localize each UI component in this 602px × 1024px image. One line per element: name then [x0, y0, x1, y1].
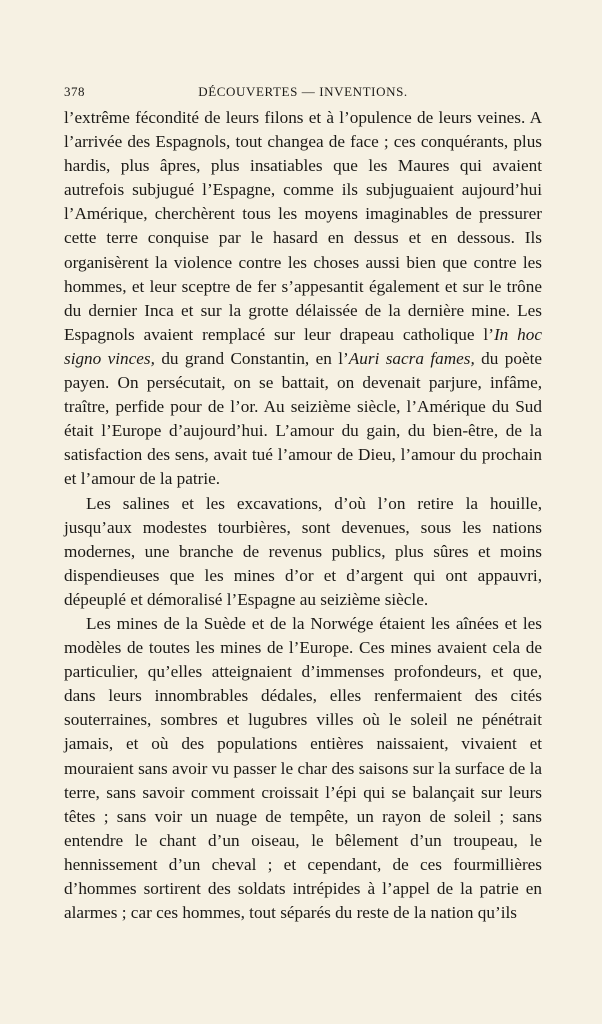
body-text — [64, 106, 542, 925]
paragraph-3: Les mines de la Suède et de la Norwége étaient les aînées et les modèles de toutes les mines de l’Europe. Ces mines avaient cela de particulier, qu’elles atteignaient d’immenses profondeurs, et que, dans leurs innombrables dédales, elles renfermaient des cités souterraines, sombres et lugubres villes où le soleil ne pénétrait jamais, et où des populations entières naissaient, vivaient et mouraient sans avoir vu passer le char des saisons sur la surface de la terre, sans savoir comment croissait l’épi qui se balançait sur leurs têtes ; sans voir un nuage de tempête, un rayon de soleil ; sans entendre le chant d’un oiseau, le bêlement d’un troupeau, le hennissement d’un cheval ; et cependant, de ces fourmillières d’hommes sortirent des soldats intrépides à l’appel de la patrie en alarmes ; car ces hommes, tout séparés du reste de la nation qu’ils — [64, 613, 542, 923]
paragraph-1 — [64, 106, 542, 492]
paragraph-1-text-b: du grand Constantin, en l’ — [154, 348, 349, 368]
running-title: DÉCOUVERTES — INVENTIONS. — [198, 84, 408, 99]
book-page — [64, 84, 542, 925]
paragraph-2: Les salines et les excavations, d’où l’on retire la houille, jusqu’aux modestes tourbières, sont devenues, sous les nations modernes, une branche de revenus publics, plus sûres et moins dispendieuses que les mines d’or et d’argent qui ont appauvri, dépeuplé et démoralisé l’Espagne au seizième siècle. — [64, 493, 542, 609]
page-number: 378 — [64, 84, 85, 99]
paragraph-1-text-a: l’extrême fécondité de leurs filons et à l’opulence de leurs veines. A l’arrivée des Espagnols, tout changea de face ; ces conquérants, plus hardis, plus âpres, plus insatiables que les Maures qui avaient autrefois subjugué l’Espagne, comme ils subjuguaient aujourd’hui l’Amérique, cherchèrent tous les moyens imaginables de pressurer cette terre conquise par le hasard en dessus et en dessous. Ils organisèrent la violence contre les choses aussi bien que contre les hommes, et leur sceptre de fer s’appesantit également et sur le trône du dernier Inca et sur la grotte délaissée de la dernière mine. Les Espagnols avaient remplacé sur leur drapeau catholique l’ — [64, 108, 542, 344]
latin-phrase-auri-sacra-fames: Auri sacra fames, — [348, 348, 475, 368]
latin-phrase-in-hoc-signo: In hoc signo vinces, — [64, 324, 542, 368]
page-header — [64, 84, 542, 104]
paragraph-1-text-c: du poète payen. On persécutait, on se battait, on devenait parjure, infâme, traître, perfide pour de l’or. Au seizième siècle, l’Amérique du Sud était l’Europe d’aujourd’hui. L’amour du gain, du bien-être, de la satisfaction des sens, avait tué l’amour de Dieu, l’amour du prochain et l’amour de la patrie. — [64, 348, 542, 489]
